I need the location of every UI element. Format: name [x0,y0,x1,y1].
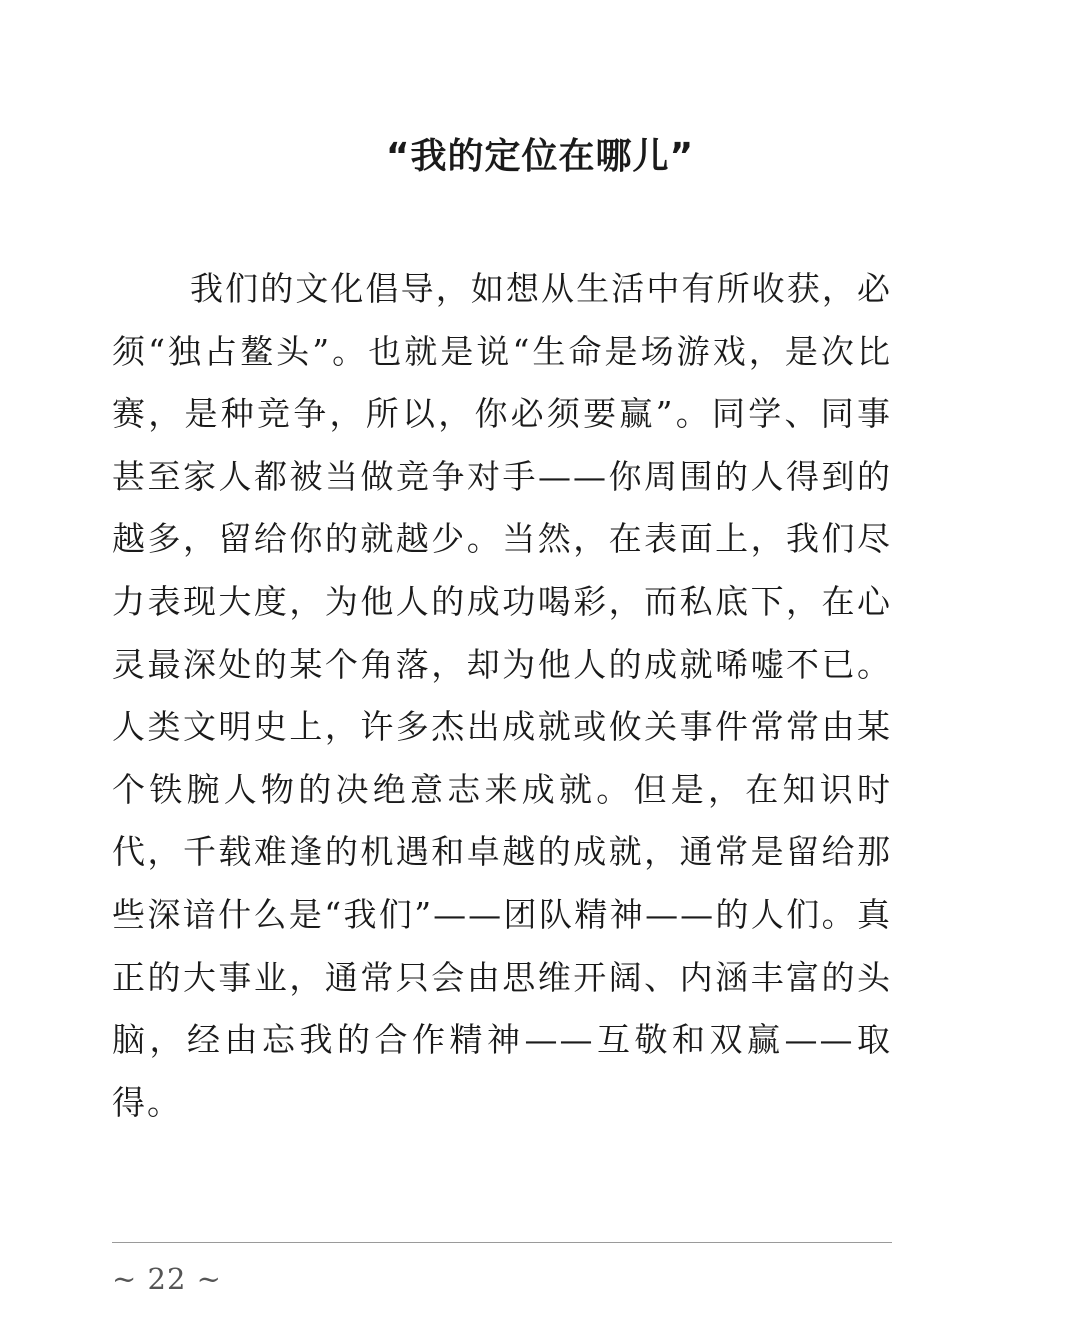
page-number: ~ 22 ~ [112,1262,222,1296]
body-paragraph: 我们的文化倡导，如想从生活中有所收获，必须“独占鳌头”。也就是说“生命是场游戏，是次比赛，是种竞争，所以，你必须要赢”。同学、同事甚至家人都被当做竞争对手——你周围的人得到的越多，留给你的就越少。当然，在表面上，我们尽力表现大度，为他人的成功喝彩，而私底下，在心灵最深处的某个角落，却为他人的成就唏嘘不已。人类文明史上，许多杰出成就或攸关事件常常由某个铁腕人物的决绝意志来成就。但是，在知识时代，千载难逢的机遇和卓越的成就，通常是留给那些深谙什么是“我们”——团队精神——的人们。真正的大事业，通常只会由思维开阔、内涵丰富的头脑，经由忘我的合作精神——互敬和双赢——取得。 [112,269,892,1122]
page-title: “我的定位在哪儿” [385,136,695,177]
footer-divider [112,1242,892,1243]
